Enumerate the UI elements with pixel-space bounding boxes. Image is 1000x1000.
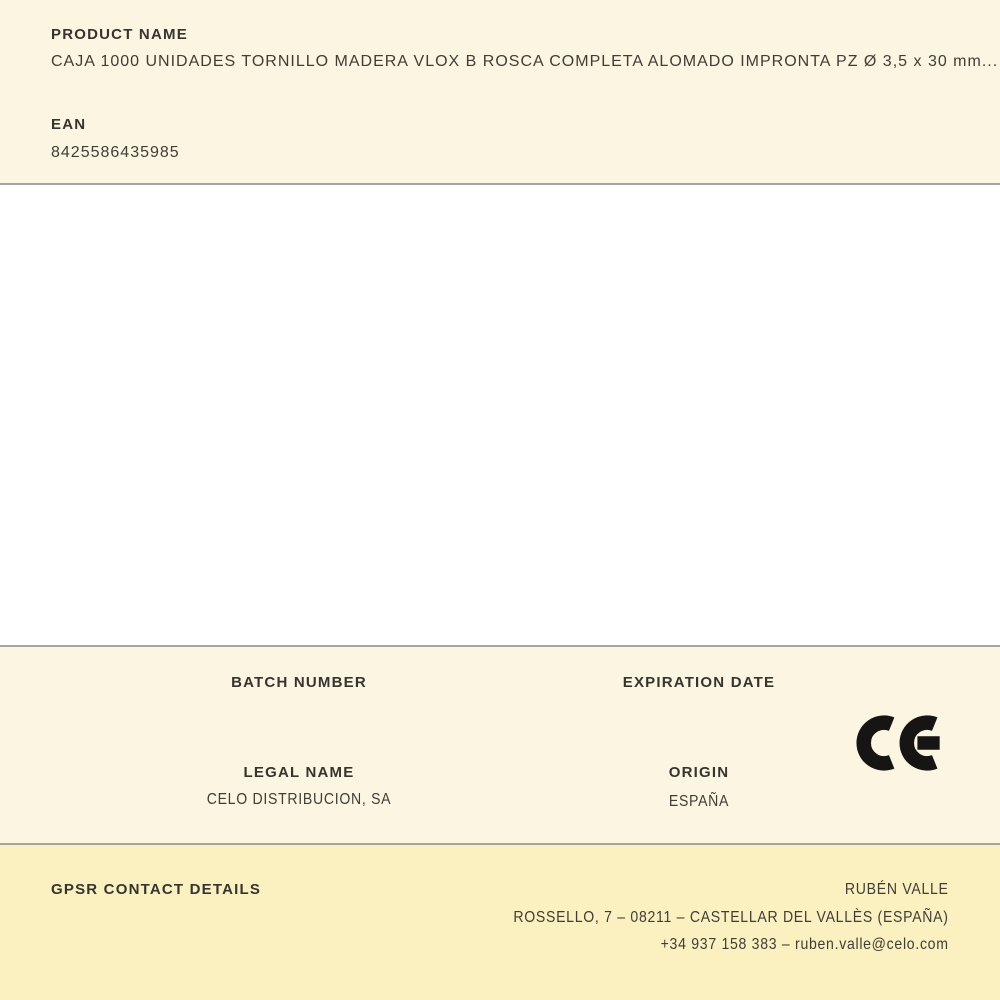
gpsr-contact-section [0,843,1000,1000]
ean-value: 8425586435985 [51,144,180,161]
origin-label: ORIGIN [668,764,730,781]
gpsr-contact-label: GPSR CONTACT DETAILS [51,881,262,898]
legal-name-value: CELO DISTRIBUCION, SA [206,791,392,808]
batch-number-label: BATCH NUMBER [231,674,367,691]
contact-address: ROSSELLO, 7 – 08211 – CASTELLAR DEL VALLÈS (ESPAÑA) [513,908,949,926]
expiration-date-label: EXPIRATION DATE [622,674,776,691]
details-section [0,645,1000,843]
ean-label: EAN [51,116,87,133]
contact-name: RUBÉN VALLE [845,881,949,898]
product-name-value: CAJA 1000 UNIDADES TORNILLO MADERA VLOX B ROSCA COMPLETA ALOMADO IMPRONTA PZ Ø 3,5 x 30 mm... [51,53,999,70]
legal-name-label: LEGAL NAME [243,764,355,781]
product-name-label: PRODUCT NAME [51,26,188,43]
ce-mark-icon [856,713,944,773]
product-header-section [0,0,1000,185]
contact-phone-email: +34 937 158 383 – ruben.valle@celo.com [660,936,949,953]
gpsr-contact-block [454,876,949,959]
product-image-area [0,185,1000,645]
origin-value: ESPAÑA [668,793,730,810]
